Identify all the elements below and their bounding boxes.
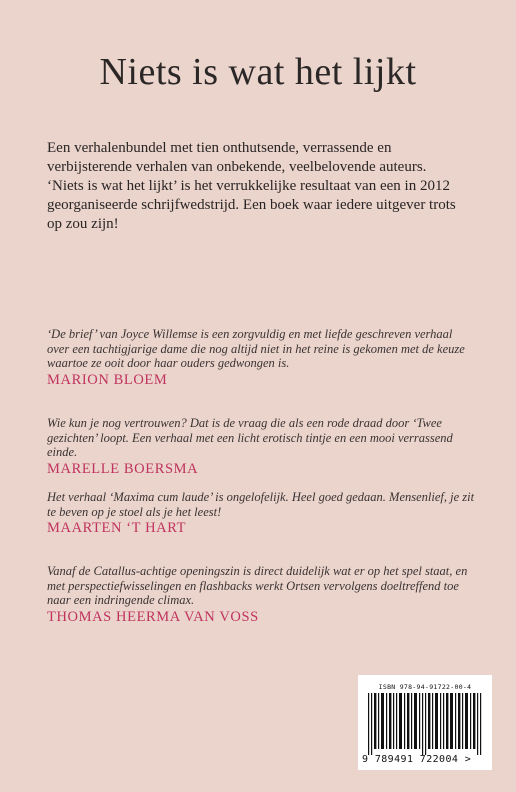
review-item: [47, 490, 477, 537]
blurb-paragraph-2: ‘Niets is wat het lijkt’ is het verrukkelijke resultaat van een in 2012 georganiseerde schrijfwedstrijd. Een boek waar iedere uitgever trots op zou zijn!: [47, 178, 456, 232]
review-quote: Wie kun je nog vertrouwen? Dat is de vraag die als een rode draad door ‘Twee gezichten’ loopt. Een verhaal met een licht erotisch tintje en een mooi verrassend einde.: [47, 416, 453, 459]
review-item: [47, 564, 477, 626]
blurb: [47, 139, 467, 234]
blurb-paragraph-1: Een verhalenbundel met tien onthutsende, verrassende en verbijsterende verhalen van onbekende, veelbelovende auteurs.: [47, 140, 427, 175]
review-author: MAARTEN ‘T HART: [47, 520, 187, 536]
review-quote: ‘De brief’ van Joyce Willemse is een zorgvuldig en met liefde geschreven verhaal over een tachtigjarige dame die nog altijd niet in het reine is gekomen met de keuze waartoe ze ooit door haar ouders gedwongen is.: [47, 327, 465, 370]
isbn-label: ISBN 978-94-91722-00-4: [378, 683, 472, 691]
review-item: [47, 327, 477, 389]
book-title: Niets is wat het lijkt: [99, 51, 417, 93]
review-quote: Het verhaal ‘Maxima cum laude’ is ongelofelijk. Heel goed gedaan. Mensenlief, je zit te beven op je stoel als je het leest!: [47, 490, 475, 519]
review-item: [47, 416, 477, 478]
barcode-bars: [368, 693, 482, 755]
isbn-barcode: [358, 675, 492, 770]
review-author: MARELLE BOERSMA: [47, 460, 199, 477]
review-author: THOMAS HEERMA VAN VOSS: [47, 608, 259, 625]
review-author: MARION BLOEM: [47, 371, 168, 388]
review-quote: Vanaf de Catallus-achtige openingszin is direct duidelijk wat er op het spel staat, en met perspectiefwisselingen en flashbacks werkt Ortsen vervolgens doeltreffend toe naar een indringende climax.: [47, 564, 468, 607]
barcode-digits: 9 789491 722004 >: [362, 754, 472, 765]
